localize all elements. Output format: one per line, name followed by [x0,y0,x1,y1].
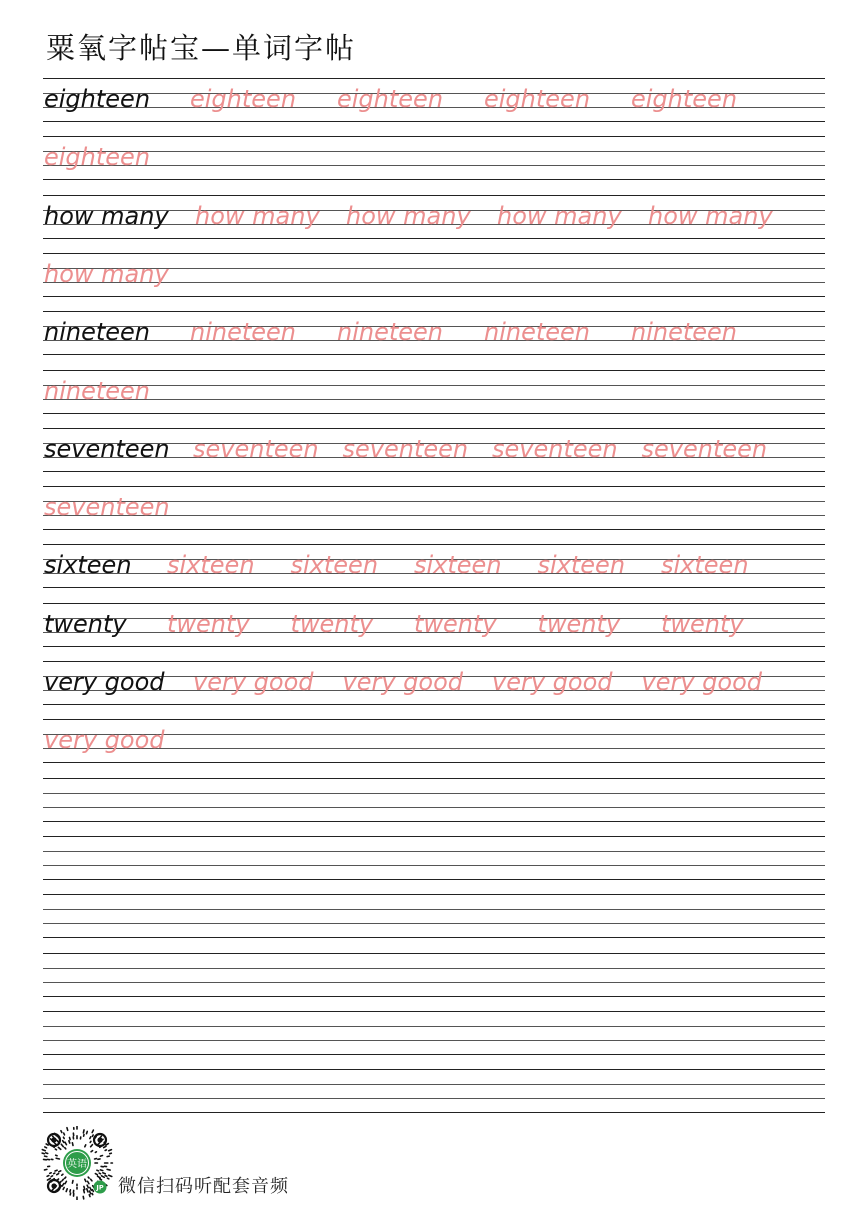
trace-word: seventeen [641,434,768,463]
qr-dot [44,1169,46,1170]
guide-line [43,121,825,122]
trace-word: twenty [290,609,374,638]
qr-anchor-center [97,1137,102,1142]
guide-line [43,661,825,662]
qr-dot [45,1147,47,1148]
qr-dot [63,1187,64,1189]
guide-line [43,1054,825,1055]
qr-dot [107,1178,108,1179]
qr-dot [72,1143,73,1146]
qr-dot [104,1146,106,1147]
writing-row [43,894,825,938]
trace-word: sixteen [167,551,255,580]
qr-dot [92,1190,93,1192]
guide-line [43,587,825,588]
footer [40,1124,440,1204]
qr-dot [42,1153,44,1154]
qr-dot [107,1169,110,1170]
qr-dot [63,1137,64,1138]
qr-dot [60,1181,61,1182]
trace-word: nineteen [190,318,297,347]
trace-word: nineteen [337,318,444,347]
qr-dot [91,1179,92,1181]
qr-dot [98,1176,101,1178]
trace-word: seventeen [492,434,618,463]
model-word: sixteen [44,551,132,580]
qr-dot [92,1193,93,1194]
guide-line [43,354,825,355]
guide-line [43,603,825,604]
qr-dot [46,1153,48,1154]
writing-row [43,603,825,647]
trace-word: nineteen [44,376,151,405]
trace-word: eighteen [44,143,151,172]
trace-word: very good [44,726,165,755]
qr-dot [87,1131,88,1133]
trace-word: eighteen [190,85,297,113]
qr-corner-label: JP [96,1183,104,1192]
guide-line [43,385,825,386]
guide-line [43,836,825,837]
guide-line [43,968,825,969]
qr-dot [103,1173,105,1174]
guide-line [43,1069,825,1070]
guide-line [43,996,825,997]
qr-dot [84,1190,85,1193]
writing-row [43,661,825,705]
qr-dot [65,1142,66,1144]
qr-dot [106,1144,108,1146]
guide-line [43,179,825,180]
guide-line [43,136,825,137]
model-word: seventeen [44,434,170,463]
trace-word: sixteen [414,551,502,580]
qr-dot [55,1149,56,1150]
guide-line [43,544,825,545]
qr-dot [54,1173,55,1174]
trace-word: eighteen [631,85,738,113]
guide-line [43,151,825,152]
guide-line [43,865,825,866]
writing-row [43,778,825,822]
guide-line [43,165,825,166]
trace-word: eighteen [337,85,444,113]
guide-line [43,778,825,779]
qr-dot [62,1179,63,1180]
qr-dot [55,1170,57,1171]
qr-dot [95,1152,96,1153]
qr-dot [87,1185,88,1187]
guide-line [43,1112,825,1113]
qr-dot [88,1181,89,1183]
guide-line [43,195,825,196]
guide-line [43,529,825,530]
qr-dot [69,1141,70,1143]
trace-word: nineteen [484,318,591,347]
qr-anchor-center [51,1137,56,1142]
guide-line [43,238,825,239]
writing-row [43,486,825,530]
qr-dot [105,1150,106,1151]
guide-line [43,311,825,312]
qr-dot [105,1176,107,1177]
guide-line [43,413,825,414]
qr-dot [64,1133,65,1135]
guide-line [43,471,825,472]
writing-row [43,78,825,122]
guide-line [43,1026,825,1027]
trace-word: sixteen [537,551,626,580]
guide-line [43,923,825,924]
qr-dot [50,1173,51,1174]
qr-dot [83,1130,84,1133]
writing-row [43,719,825,763]
guide-line [43,719,825,720]
guide-line [43,762,825,763]
guide-line [43,1084,825,1085]
trace-word: sixteen [661,551,749,580]
qr-dot [101,1176,104,1177]
qr-dot [99,1173,100,1174]
writing-row [43,311,825,355]
trace-word: very good [193,668,314,696]
guide-line [43,486,825,487]
guide-line [43,851,825,852]
trace-word: twenty [537,609,621,638]
qr-dot [46,1144,48,1145]
guide-line [43,646,825,647]
trace-word: very good [492,668,613,696]
qr-dot [90,1141,91,1142]
writing-row [43,953,825,997]
qr-dot [67,1128,68,1131]
guide-line [43,807,825,808]
trace-word: very good [342,668,464,696]
qr-dot [100,1170,102,1171]
writing-row [43,136,825,180]
guide-line [43,937,825,938]
trace-word: very good [641,668,763,696]
handwriting-sheet [43,78,825,1118]
qr-dot [57,1174,59,1175]
qr-dot [85,1179,86,1181]
qr-dot [91,1151,93,1152]
qr-anchor-center [51,1183,56,1188]
writing-row [43,544,825,588]
trace-word: how many [195,201,320,230]
writing-row [43,195,825,239]
writing-row [43,428,825,472]
qr-dot [65,1148,66,1149]
guide-line [43,1011,825,1012]
qr-dot [51,1176,52,1177]
guide-line [43,78,825,79]
trace-word: twenty [167,609,250,638]
qr-dot [88,1177,89,1178]
qr-dot [56,1155,57,1156]
qr-dot [91,1145,93,1147]
qr-dot [90,1187,91,1190]
qr-dot [61,1144,63,1146]
qr-dot [61,1131,62,1133]
qr-dot [62,1184,64,1187]
writing-row [43,836,825,880]
guide-line [43,428,825,429]
qr-dot [92,1130,93,1133]
qr-dot [47,1178,50,1180]
writing-row [43,253,825,297]
qr-dot [90,1191,91,1194]
qr-dot [66,1189,67,1192]
trace-word: seventeen [193,434,319,463]
guide-line [43,704,825,705]
qr-dot [85,1145,86,1147]
model-word: very good [44,668,165,696]
guide-line [43,909,825,910]
qr-dot [65,1181,66,1183]
guide-line [43,793,825,794]
qr-dot [92,1135,93,1136]
qr-dot [100,1179,102,1180]
guide-line [43,1040,825,1041]
qr-dot [89,1195,90,1197]
qr-dot [58,1147,60,1149]
qr-dot [109,1175,112,1176]
trace-word: how many [346,201,471,230]
qr-dot [72,1181,73,1184]
trace-word: seventeen [44,493,170,522]
model-word: how many [44,201,169,230]
qr-dot [63,1141,64,1143]
qr-dot [100,1156,102,1157]
guide-line [43,296,825,297]
writing-row [43,370,825,414]
trace-word: twenty [661,609,744,638]
guide-line [43,399,825,400]
trace-word: nineteen [631,318,738,347]
trace-word: twenty [414,609,497,638]
qr-dot [59,1171,61,1172]
trace-word: sixteen [290,551,379,580]
model-word: eighteen [44,85,151,113]
guide-line [43,1098,825,1099]
trace-word: seventeen [342,434,469,463]
model-word: nineteen [44,318,151,347]
writing-row [43,1011,825,1055]
qr-dot [56,1158,59,1159]
qr-dot [97,1170,99,1171]
qr-dot [47,1176,49,1177]
qr-code-icon[interactable] [40,1126,114,1200]
guide-line [43,821,825,822]
qr-dot [58,1179,59,1180]
page-title: 粟氧字帖宝—单词字帖 [46,31,357,65]
trace-word: eighteen [484,85,591,113]
guide-line [43,879,825,880]
footer-caption: 微信扫码听配套音频 [118,1176,289,1197]
guide-line [43,953,825,954]
qr-dot [109,1150,112,1151]
guide-line [43,370,825,371]
qr-dot [65,1177,66,1178]
trace-word: how many [648,201,773,230]
qr-dot [42,1150,45,1151]
trace-word: how many [44,259,169,288]
qr-dot [70,1137,71,1139]
guide-line [43,982,825,983]
writing-row [43,1069,825,1113]
qr-badge-label: 英语 [67,1159,87,1170]
guide-line [43,894,825,895]
qr-dot [90,1137,91,1139]
qr-dot [87,1189,88,1192]
qr-dot [62,1174,63,1175]
qr-dot [84,1186,85,1189]
model-word: twenty [44,609,127,638]
trace-word: how many [497,201,622,230]
guide-line [43,253,825,254]
qr-dot [95,1174,97,1175]
